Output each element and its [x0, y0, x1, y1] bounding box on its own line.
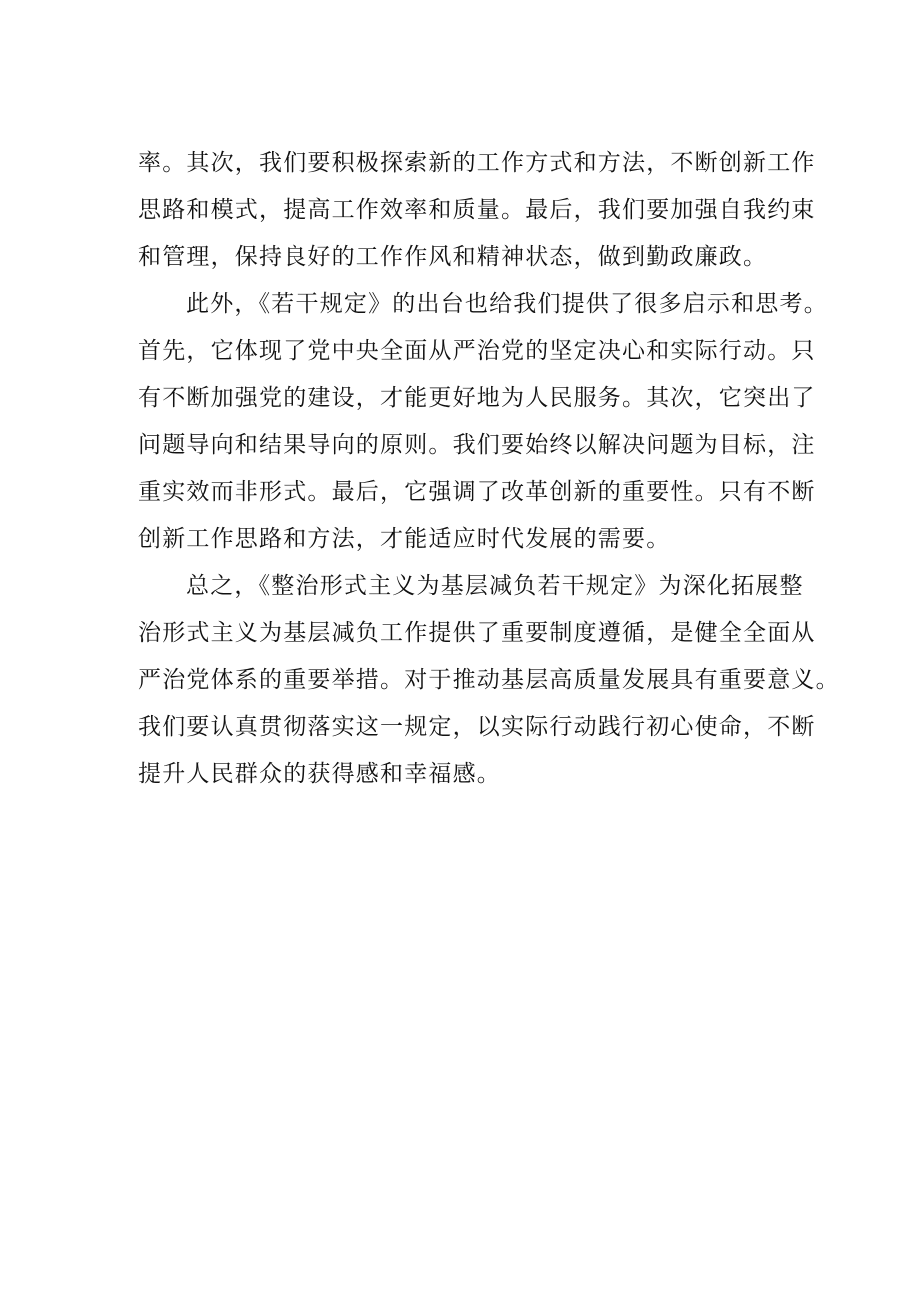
text-line: 有不断加强党的建设，才能更好地为人民服务。其次，它突出了	[138, 385, 816, 411]
document-body	[138, 140, 840, 798]
text-line: 首先，它体现了党中央全面从严治党的坚定决心和实际行动。只	[138, 338, 816, 364]
paragraph-start-line: 总之，《整治形式主义为基层减负若干规定》为深化拓展整	[186, 573, 804, 599]
text-line: 问题导向和结果导向的原则。我们要始终以解决问题为目标，注	[138, 432, 816, 458]
text-line: 思路和模式，提高工作效率和质量。最后，我们要加强自我约束	[138, 197, 816, 223]
text-line: 我们要认真贯彻落实这一规定，以实际行动践行初心使命，不断	[138, 714, 816, 740]
text-line: 治形式主义为基层减负工作提供了重要制度遵循，是健全全面从	[138, 620, 816, 646]
text-line: 重实效而非形式。最后，它强调了改革创新的重要性。只有不断	[138, 479, 816, 505]
paragraph-start-line: 此外，《若干规定》的出台也给我们提供了很多启示和思考。	[186, 291, 828, 317]
text-line: 和管理，保持良好的工作作风和精神状态，做到勤政廉政。	[138, 244, 768, 270]
text-line: 提升人民群众的获得感和幸福感。	[138, 761, 501, 787]
text-line: 创新工作思路和方法，才能适应时代发展的需要。	[138, 526, 671, 552]
text-line: 严治党体系的重要举措。对于推动基层高质量发展具有重要意义。	[138, 667, 840, 693]
text-line: 率。其次，我们要积极探索新的工作方式和方法，不断创新工作	[138, 150, 816, 176]
